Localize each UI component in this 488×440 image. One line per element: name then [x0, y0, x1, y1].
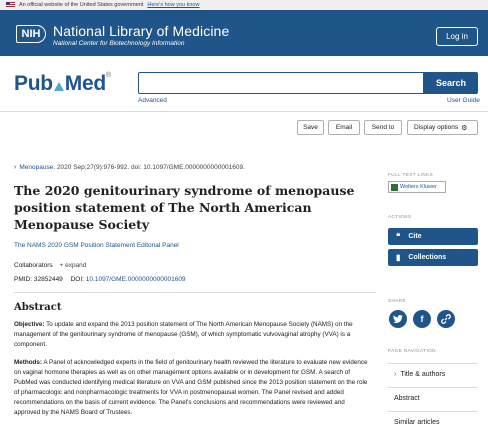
link-share-icon[interactable]: [437, 310, 455, 328]
logo-registered: ®: [105, 72, 111, 79]
header-divider: [0, 111, 488, 112]
nih-header: [0, 10, 488, 56]
wolters-kluwer-link[interactable]: [388, 181, 446, 193]
twitter-share-icon[interactable]: [389, 310, 407, 328]
gear-icon: ⚙: [461, 124, 468, 132]
gov-banner-text: An official website of the United States government: [19, 2, 144, 8]
identifiers-row: [14, 276, 186, 283]
advanced-search-link[interactable]: Advanced: [138, 97, 167, 104]
facebook-share-icon[interactable]: f: [413, 310, 431, 328]
pmid-value: 32852449: [33, 276, 63, 283]
save-button[interactable]: Save: [297, 120, 324, 135]
pubmed-triangle-icon: [54, 82, 64, 91]
nav-item-label: Similar articles: [394, 419, 440, 426]
chevron-right-icon[interactable]: ›: [14, 164, 17, 171]
gov-banner: [0, 0, 488, 10]
objective-label: Objective:: [14, 321, 45, 328]
bookmark-icon: ▮: [396, 253, 401, 262]
cite-label: Cite: [408, 233, 422, 240]
abstract-objective: [14, 320, 372, 350]
collaborators-label: Collaborators: [14, 262, 53, 269]
citation-line: [14, 164, 245, 171]
author-link[interactable]: The NAMS 2020 GSM Position Statement Editorial Panel: [14, 242, 179, 249]
abstract-heading: Abstract: [14, 302, 62, 313]
full-text-links-label: FULL TEXT LINKS: [388, 172, 434, 177]
wolters-kluwer-text: Wolters Kluwer: [400, 184, 437, 190]
collaborators-row: [14, 262, 86, 269]
logo-med: Med: [64, 72, 106, 95]
nav-abstract[interactable]: [388, 387, 478, 409]
collections-label: Collections: [408, 254, 447, 261]
email-button[interactable]: Email: [328, 120, 360, 135]
login-button[interactable]: Log in: [436, 27, 478, 46]
nlm-title[interactable]: National Library of Medicine: [53, 23, 230, 39]
logo-pub: Pub: [14, 72, 53, 95]
share-label: SHARE: [388, 298, 407, 303]
methods-label: Methods:: [14, 359, 42, 366]
journal-link[interactable]: Menopause: [19, 164, 54, 171]
page-navigation-label: PAGE NAVIGATION: [388, 348, 437, 353]
doi-link[interactable]: 10.1097/GME.0000000000001609: [85, 276, 186, 283]
quote-icon: ❝: [396, 232, 401, 241]
search-button[interactable]: Search: [424, 72, 478, 94]
send-to-button[interactable]: Send to: [364, 120, 402, 135]
display-options-label: Display options: [414, 124, 459, 131]
nav-item-label: Abstract: [394, 395, 420, 402]
objective-text: To update and expand the 2013 position statement of The North American Menopause Society (NAMS) on the management of the genitourinary syndrome of menopause (GSM), of which symptomatic vulvovaginal atrophy (VVA) is a component.: [14, 321, 353, 348]
chevron-right-icon: ›: [394, 371, 397, 378]
nav-similar-articles[interactable]: [388, 411, 478, 433]
pubmed-logo[interactable]: [14, 72, 111, 96]
abstract-methods: [14, 358, 372, 418]
expand-collaborators-button[interactable]: + expand: [59, 262, 87, 269]
nih-logo[interactable]: NIH: [16, 25, 46, 43]
us-flag-icon: [6, 2, 15, 8]
ncbi-subtitle: National Center for Biotechnology Information: [53, 40, 185, 47]
user-guide-link[interactable]: User Guide: [447, 97, 480, 104]
nav-title-authors[interactable]: [388, 363, 478, 385]
search-input[interactable]: [138, 72, 424, 94]
methods-text: A Panel of acknowledged experts in the field of genitourinary health reviewed the literature to evaluate new evidence on vaginal hormone therapies as well as on other management options available or in development for GSM. A search of PubMed was conducted identifying medical literature on VVA and GSM published since the 2013 position statement on the role of pharmacologic and nonpharmacologic treatments for VVA in postmenopausal women. The Panel revised and added recommendations on the basis of current evidence. The Panel's conclusions and recommendations were reviewed and approved by the NAMS Board of Trustees.: [14, 359, 368, 416]
abstract-divider: [14, 292, 376, 293]
collections-button[interactable]: [388, 249, 478, 266]
article-title: The 2020 genitourinary syndrome of menopause position statement of The North American Menopause Society: [14, 183, 355, 232]
doi-label: DOI:: [70, 276, 84, 283]
actions-label: ACTIONS: [388, 214, 412, 219]
display-options-button[interactable]: [407, 120, 478, 135]
heres-how-you-know-link[interactable]: Here's how you know: [147, 2, 200, 8]
pmid-label: PMID:: [14, 276, 33, 283]
cite-button[interactable]: [388, 228, 478, 245]
citation-text: . 2020 Sep;27(9):976-992. doi: 10.1097/GME.0000000000001609.: [53, 164, 245, 171]
wolters-kluwer-logo-icon: [391, 184, 398, 191]
nav-item-label: Title & authors: [400, 371, 446, 378]
